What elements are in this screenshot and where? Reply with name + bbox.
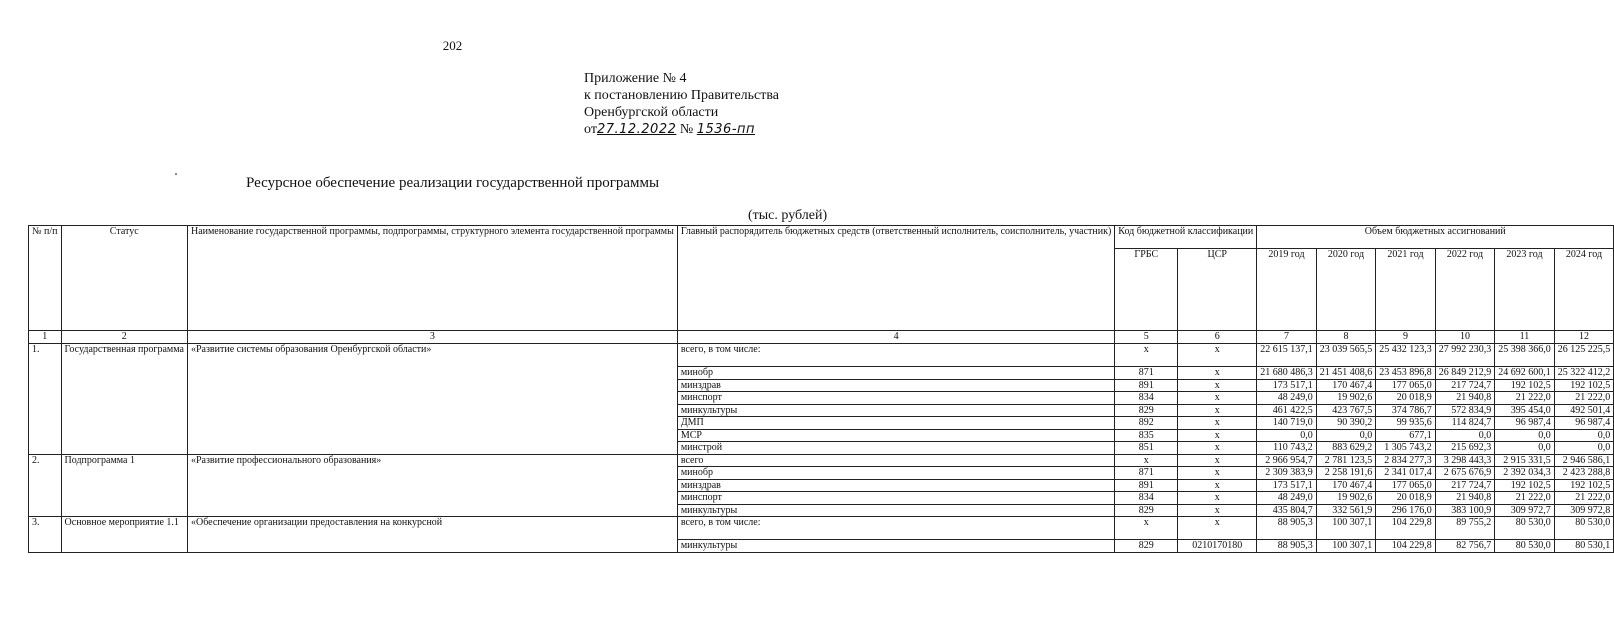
row-value: 2 834 277,3 bbox=[1376, 454, 1436, 467]
header-status: Статус bbox=[61, 226, 187, 331]
row-item-name: «Развитие системы образования Оренбургской области» bbox=[187, 344, 677, 455]
row-value: 309 972,7 bbox=[1495, 504, 1555, 517]
row-value: 677,1 bbox=[1376, 429, 1436, 442]
row-admin: минкультуры bbox=[677, 404, 1114, 417]
row-value: 26 125 225,5 bbox=[1554, 344, 1614, 367]
row-value: 2 341 017,4 bbox=[1376, 467, 1436, 480]
row-value: 21 680 486,3 bbox=[1257, 367, 1317, 380]
col-num: 11 bbox=[1495, 331, 1555, 344]
row-value: 25 322 412,2 bbox=[1554, 367, 1614, 380]
row-value: 173 517,1 bbox=[1257, 379, 1317, 392]
row-admin: всего, в том числе: bbox=[677, 344, 1114, 367]
row-value: 20 018,9 bbox=[1376, 392, 1436, 405]
row-value: 88 905,3 bbox=[1257, 517, 1317, 540]
header-year-2020: 2020 год bbox=[1316, 249, 1376, 331]
row-value: 492 501,4 bbox=[1554, 404, 1614, 417]
row-value: 26 849 212,9 bbox=[1435, 367, 1495, 380]
row-csr: х bbox=[1178, 404, 1257, 417]
row-value: 192 102,5 bbox=[1554, 379, 1614, 392]
row-value: 89 755,2 bbox=[1435, 517, 1495, 540]
row-grbs: 834 bbox=[1115, 392, 1178, 405]
row-csr: х bbox=[1178, 504, 1257, 517]
row-grbs: 871 bbox=[1115, 367, 1178, 380]
header-no: № п/п bbox=[29, 226, 62, 331]
row-value: 96 987,4 bbox=[1495, 417, 1555, 430]
row-value: 173 517,1 bbox=[1257, 479, 1317, 492]
row-csr: х bbox=[1178, 379, 1257, 392]
header-name: Наименование государственной программы, подпрограммы, структурного элемента государственной программы bbox=[187, 226, 677, 331]
col-num: 9 bbox=[1376, 331, 1436, 344]
row-value: 2 258 191,6 bbox=[1316, 467, 1376, 480]
row-number: 2. bbox=[29, 454, 62, 517]
row-value: 383 100,9 bbox=[1435, 504, 1495, 517]
row-value: 48 249,0 bbox=[1257, 392, 1317, 405]
col-num: 7 bbox=[1257, 331, 1317, 344]
row-value: 82 756,7 bbox=[1435, 540, 1495, 553]
row-value: 217 724,7 bbox=[1435, 479, 1495, 492]
row-grbs: 829 bbox=[1115, 504, 1178, 517]
row-grbs: 829 bbox=[1115, 540, 1178, 553]
decree-date: 27.12.2022 bbox=[596, 122, 677, 137]
row-admin: минобр bbox=[677, 367, 1114, 380]
header-volume-group: Объем бюджетных ассигнований bbox=[1257, 226, 1614, 249]
table-body bbox=[29, 226, 1614, 553]
row-grbs: 829 bbox=[1115, 404, 1178, 417]
row-admin: минспорт bbox=[677, 392, 1114, 405]
row-value: 2 675 676,9 bbox=[1435, 467, 1495, 480]
row-value: 25 398 366,0 bbox=[1495, 344, 1555, 367]
row-grbs: 835 bbox=[1115, 429, 1178, 442]
from-prefix: от bbox=[584, 122, 597, 137]
row-csr: х bbox=[1178, 454, 1257, 467]
row-value: 215 692,3 bbox=[1435, 442, 1495, 455]
row-value: 177 065,0 bbox=[1376, 379, 1436, 392]
row-value: 2 781 123,5 bbox=[1316, 454, 1376, 467]
row-admin: минстрой bbox=[677, 442, 1114, 455]
row-value: 0,0 bbox=[1554, 429, 1614, 442]
row-csr: х bbox=[1178, 367, 1257, 380]
row-csr: х bbox=[1178, 344, 1257, 367]
header-year-2023: 2023 год bbox=[1495, 249, 1555, 331]
row-value: 3 298 443,3 bbox=[1435, 454, 1495, 467]
units-label: (тыс. рублей) bbox=[748, 208, 828, 223]
header-year-2022: 2022 год bbox=[1435, 249, 1495, 331]
row-value: 217 724,7 bbox=[1435, 379, 1495, 392]
header-admin: Главный распорядитель бюджетных средств (ответственный исполнитель, соисполнитель, участник) bbox=[677, 226, 1114, 331]
col-num: 10 bbox=[1435, 331, 1495, 344]
row-value: 27 992 230,3 bbox=[1435, 344, 1495, 367]
row-value: 177 065,0 bbox=[1376, 479, 1436, 492]
table-row bbox=[29, 344, 1614, 367]
row-csr: х bbox=[1178, 442, 1257, 455]
row-value: 21 222,0 bbox=[1495, 492, 1555, 505]
row-value: 21 222,0 bbox=[1554, 392, 1614, 405]
appendix-line-1: Приложение № 4 bbox=[584, 71, 687, 86]
row-value: 0,0 bbox=[1554, 442, 1614, 455]
row-value: 2 915 331,5 bbox=[1495, 454, 1555, 467]
header-grbs: ГРБС bbox=[1115, 249, 1178, 331]
row-admin: минздрав bbox=[677, 479, 1114, 492]
appendix-line-2: к постановлению Правительства bbox=[584, 88, 780, 103]
row-grbs: 891 bbox=[1115, 379, 1178, 392]
row-value: 100 307,1 bbox=[1316, 517, 1376, 540]
column-numbers-row bbox=[29, 331, 1614, 344]
row-value: 90 390,2 bbox=[1316, 417, 1376, 430]
row-value: 296 176,0 bbox=[1376, 504, 1436, 517]
row-value: 0,0 bbox=[1257, 429, 1317, 442]
header-code-group: Код бюджетной классификации bbox=[1115, 226, 1257, 249]
row-csr: х bbox=[1178, 479, 1257, 492]
col-num: 5 bbox=[1115, 331, 1178, 344]
row-value: 192 102,5 bbox=[1495, 379, 1555, 392]
row-item-name: «Развитие профессионального образования» bbox=[187, 454, 677, 517]
row-value: 80 530,0 bbox=[1554, 517, 1614, 540]
appendix-date-line bbox=[584, 121, 779, 138]
row-value: 48 249,0 bbox=[1257, 492, 1317, 505]
row-grbs: 834 bbox=[1115, 492, 1178, 505]
row-status: Государственная программа bbox=[61, 344, 187, 455]
row-value: 80 530,1 bbox=[1554, 540, 1614, 553]
row-value: 114 824,7 bbox=[1435, 417, 1495, 430]
row-value: 0,0 bbox=[1495, 429, 1555, 442]
row-admin: минкультуры bbox=[677, 540, 1114, 553]
row-value: 19 902,6 bbox=[1316, 492, 1376, 505]
page-number: 202 bbox=[442, 38, 463, 53]
row-value: 2 392 034,3 bbox=[1495, 467, 1555, 480]
row-value: 22 615 137,1 bbox=[1257, 344, 1317, 367]
document-title: Ресурсное обеспечение реализации государственной программы bbox=[245, 175, 660, 191]
resource-table bbox=[28, 225, 1614, 553]
row-value: 99 935,6 bbox=[1376, 417, 1436, 430]
row-admin: минобр bbox=[677, 467, 1114, 480]
row-number: 1. bbox=[29, 344, 62, 455]
row-value: 100 307,1 bbox=[1316, 540, 1376, 553]
row-value: 309 972,8 bbox=[1554, 504, 1614, 517]
row-value: 104 229,8 bbox=[1376, 540, 1436, 553]
row-value: 332 561,9 bbox=[1316, 504, 1376, 517]
row-grbs: 871 bbox=[1115, 467, 1178, 480]
row-value: 104 229,8 bbox=[1376, 517, 1436, 540]
header-year-2019: 2019 год bbox=[1257, 249, 1317, 331]
row-value: 0,0 bbox=[1495, 442, 1555, 455]
row-admin: всего bbox=[677, 454, 1114, 467]
row-value: 20 018,9 bbox=[1376, 492, 1436, 505]
row-grbs: х bbox=[1115, 344, 1178, 367]
row-value: 435 804,7 bbox=[1257, 504, 1317, 517]
row-value: 21 222,0 bbox=[1495, 392, 1555, 405]
row-value: 374 786,7 bbox=[1376, 404, 1436, 417]
row-grbs: 892 bbox=[1115, 417, 1178, 430]
col-num: 6 bbox=[1178, 331, 1257, 344]
row-value: 25 432 123,3 bbox=[1376, 344, 1436, 367]
table-row bbox=[29, 454, 1614, 467]
row-value: 80 530,0 bbox=[1495, 540, 1555, 553]
row-value: 0,0 bbox=[1435, 429, 1495, 442]
row-csr: х bbox=[1178, 417, 1257, 430]
row-csr: х bbox=[1178, 467, 1257, 480]
row-value: 192 102,5 bbox=[1495, 479, 1555, 492]
row-value: 23 039 565,5 bbox=[1316, 344, 1376, 367]
row-value: 423 767,5 bbox=[1316, 404, 1376, 417]
row-csr: х bbox=[1178, 429, 1257, 442]
row-value: 461 422,5 bbox=[1257, 404, 1317, 417]
row-value: 170 467,4 bbox=[1316, 479, 1376, 492]
row-value: 883 629,2 bbox=[1316, 442, 1376, 455]
row-value: 21 451 408,6 bbox=[1316, 367, 1376, 380]
row-value: 21 940,8 bbox=[1435, 392, 1495, 405]
row-value: 2 966 954,7 bbox=[1257, 454, 1317, 467]
row-grbs: 851 bbox=[1115, 442, 1178, 455]
row-admin: минспорт bbox=[677, 492, 1114, 505]
header-row-1 bbox=[29, 226, 1614, 249]
row-value: 1 305 743,2 bbox=[1376, 442, 1436, 455]
row-value: 140 719,0 bbox=[1257, 417, 1317, 430]
number-prefix: № bbox=[679, 122, 694, 137]
row-status: Основное мероприятие 1.1 bbox=[61, 517, 187, 553]
col-num: 2 bbox=[61, 331, 187, 344]
col-num: 4 bbox=[677, 331, 1114, 344]
row-value: 80 530,0 bbox=[1495, 517, 1555, 540]
col-num: 1 bbox=[29, 331, 62, 344]
row-admin: минкультуры bbox=[677, 504, 1114, 517]
row-value: 24 692 600,1 bbox=[1495, 367, 1555, 380]
row-value: 192 102,5 bbox=[1554, 479, 1614, 492]
row-value: 23 453 896,8 bbox=[1376, 367, 1436, 380]
header-csr: ЦСР bbox=[1178, 249, 1257, 331]
row-value: 21 940,8 bbox=[1435, 492, 1495, 505]
col-num: 12 bbox=[1554, 331, 1614, 344]
row-value: 2 423 288,8 bbox=[1554, 467, 1614, 480]
row-value: 0,0 bbox=[1316, 429, 1376, 442]
row-value: 19 902,6 bbox=[1316, 392, 1376, 405]
row-grbs: 891 bbox=[1115, 479, 1178, 492]
row-admin: ДМП bbox=[677, 417, 1114, 430]
row-grbs: х bbox=[1115, 517, 1178, 540]
row-item-name: «Обеспечение организации предоставления на конкурсной bbox=[187, 517, 677, 553]
row-value: 395 454,0 bbox=[1495, 404, 1555, 417]
appendix-line-3: Оренбургской области bbox=[584, 105, 719, 120]
row-admin: МСР bbox=[677, 429, 1114, 442]
row-admin: минздрав bbox=[677, 379, 1114, 392]
header-year-2024: 2024 год bbox=[1554, 249, 1614, 331]
row-value: 2 946 586,1 bbox=[1554, 454, 1614, 467]
row-status: Подпрограмма 1 bbox=[61, 454, 187, 517]
row-value: 110 743,2 bbox=[1257, 442, 1317, 455]
row-number: 3. bbox=[29, 517, 62, 553]
row-admin: всего, в том числе: bbox=[677, 517, 1114, 540]
col-num: 3 bbox=[187, 331, 677, 344]
row-csr: х bbox=[1178, 492, 1257, 505]
row-value: 2 309 383,9 bbox=[1257, 467, 1317, 480]
row-csr: 0210170180 bbox=[1178, 540, 1257, 553]
row-value: 572 834,9 bbox=[1435, 404, 1495, 417]
row-grbs: х bbox=[1115, 454, 1178, 467]
row-value: 88 905,3 bbox=[1257, 540, 1317, 553]
header-year-2021: 2021 год bbox=[1376, 249, 1436, 331]
row-csr: х bbox=[1178, 517, 1257, 540]
row-value: 170 467,4 bbox=[1316, 379, 1376, 392]
appendix-block bbox=[584, 70, 779, 138]
col-num: 8 bbox=[1316, 331, 1376, 344]
decree-number: 1536-пп bbox=[696, 122, 756, 137]
row-value: 96 987,4 bbox=[1554, 417, 1614, 430]
row-value: 21 222,0 bbox=[1554, 492, 1614, 505]
row-csr: х bbox=[1178, 392, 1257, 405]
table-row bbox=[29, 517, 1614, 540]
